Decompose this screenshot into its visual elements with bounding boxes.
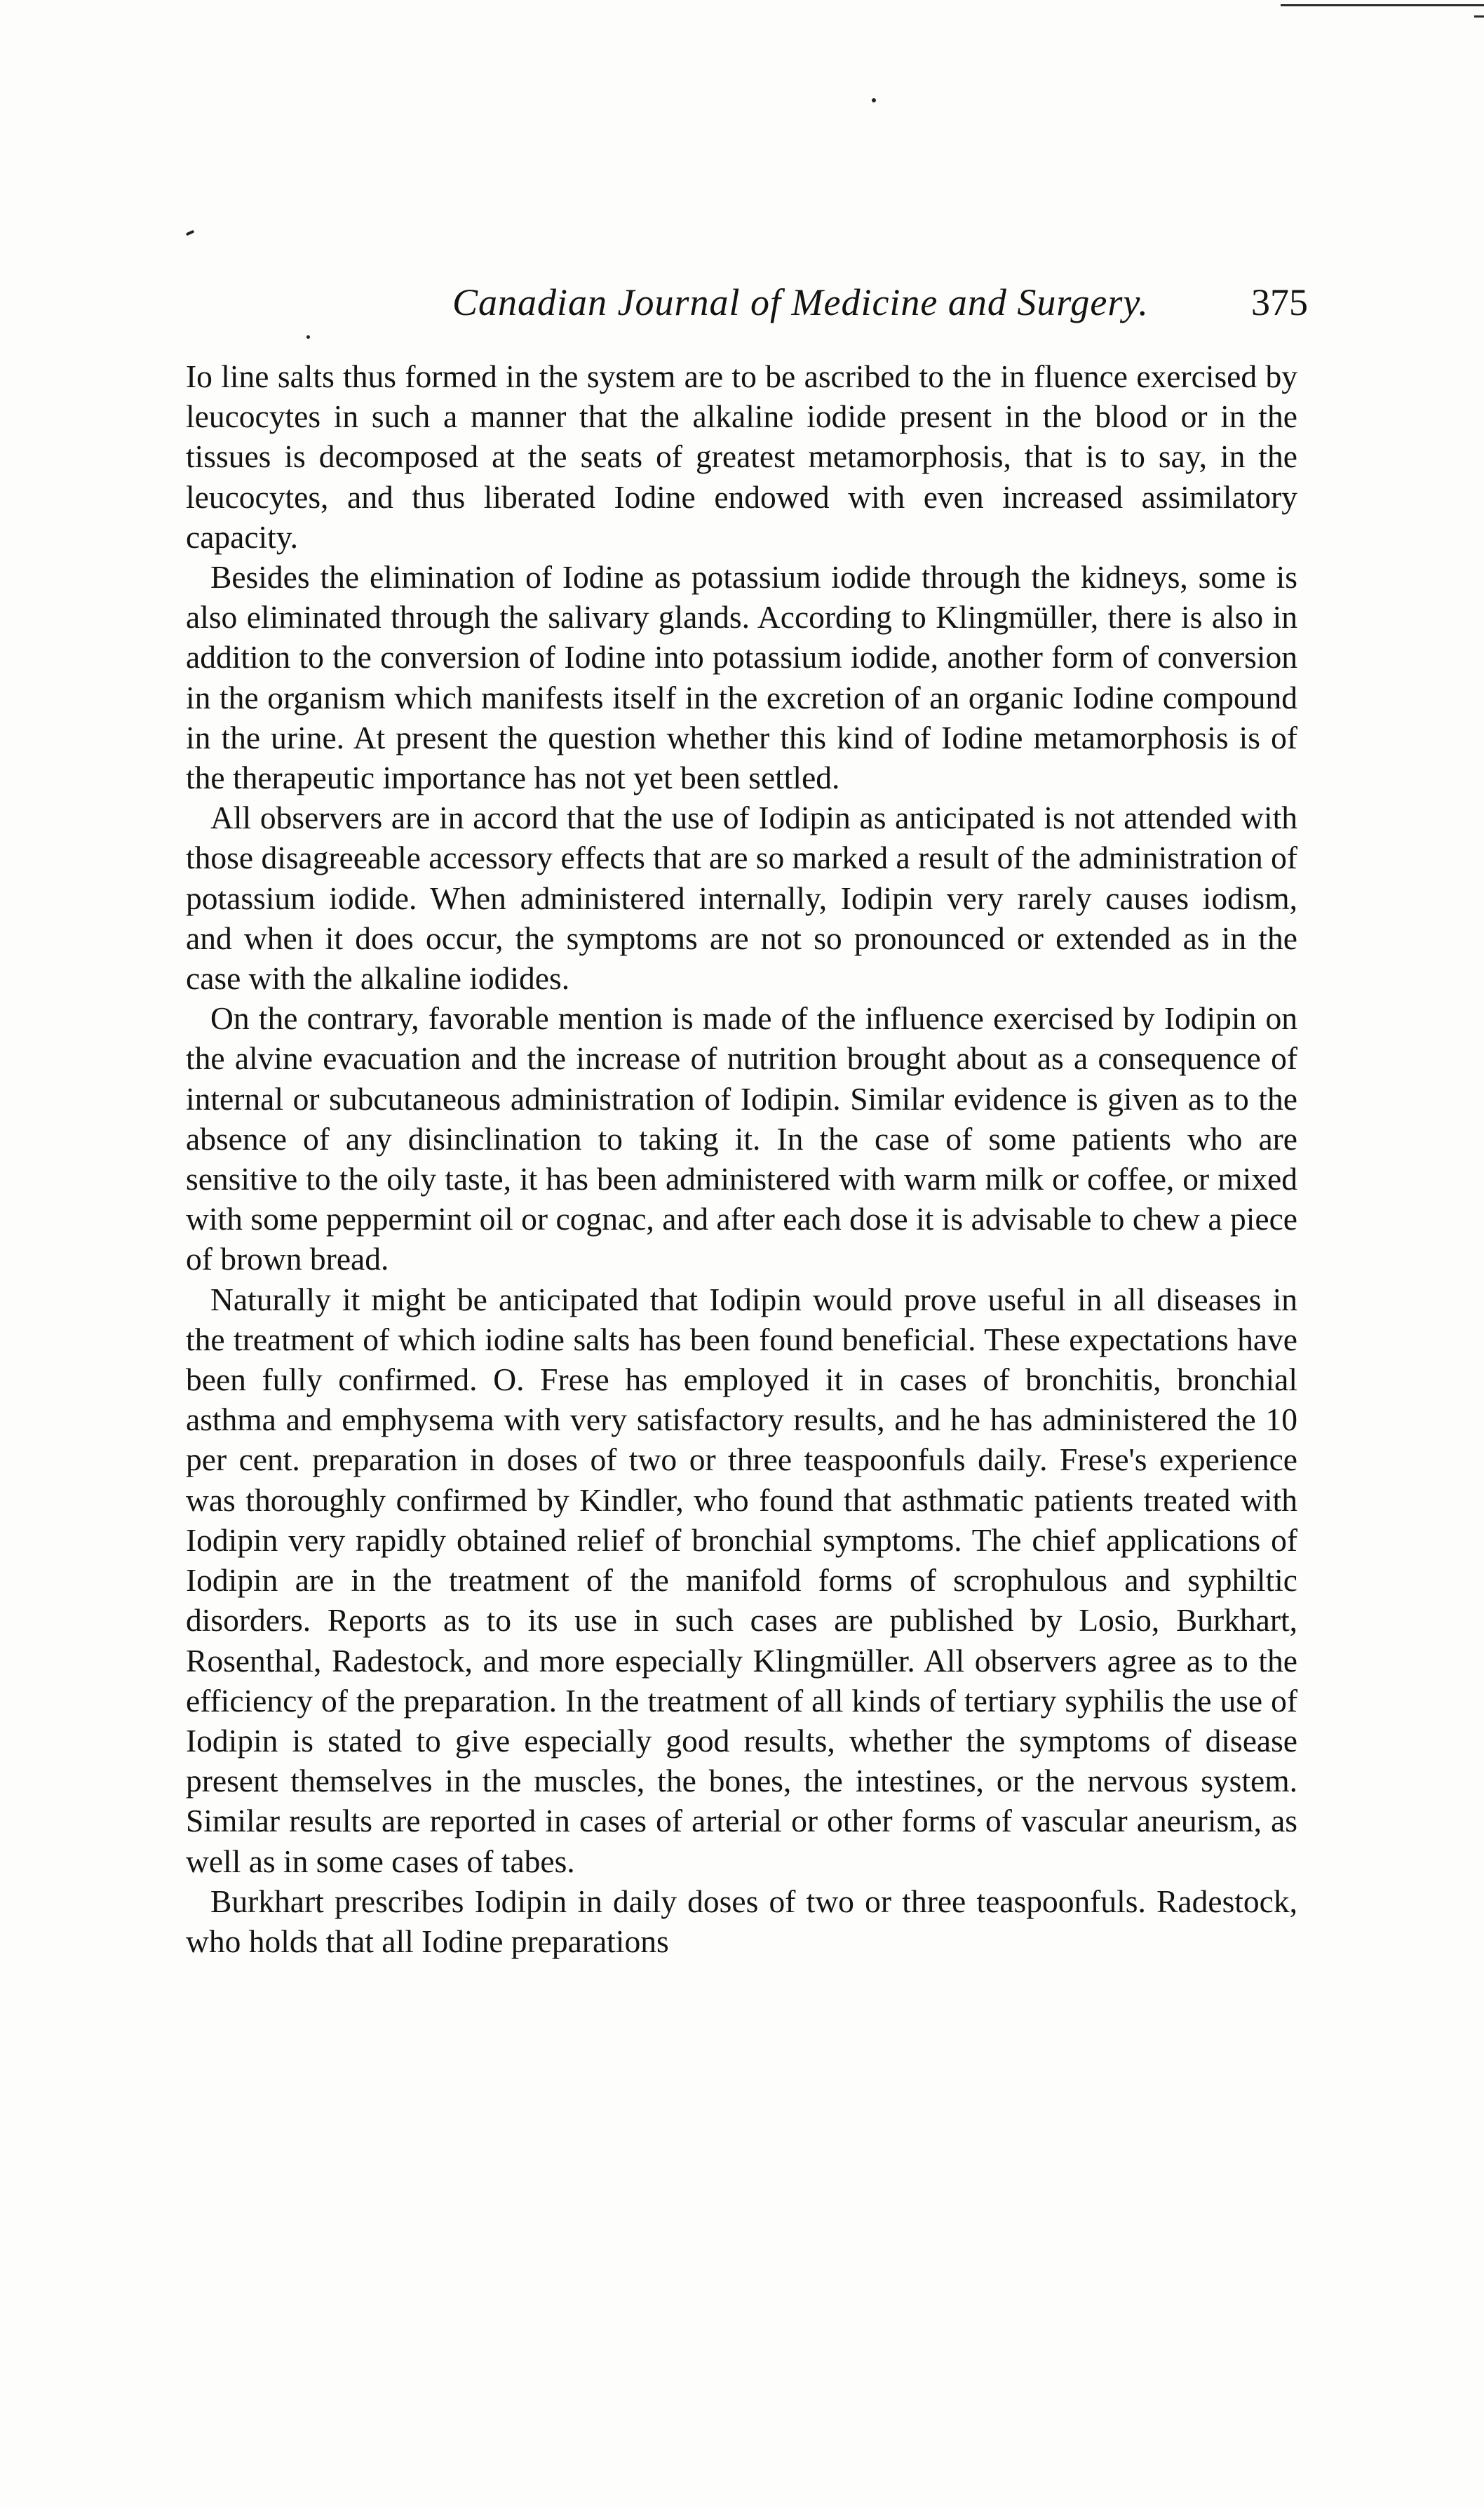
top-edge-tick [1474,15,1484,18]
paragraph: Burkhart prescribes Iodipin in daily doses of two or three teaspoonfuls. Radestock, who holds that all Iodine preparations [186,1883,1297,1959]
paragraph: Besides the elimination of Iodine as potassium iodide through the kidneys, some is also eliminated through the salivary glands. According to Klingmüller, there is also in addition to the conversion of Iodine into potassium iodide, another form of conversion in the organism which manifests itself in the excretion of an organic Iodine compound in the urine. At present the question whether this kind of Iodine metamorphosis is of the therapeutic importance has not yet been settled. [186,559,1297,796]
page-header [186,281,1308,337]
running-head: Canadian Journal of Medicine and Surgery. [452,281,1149,323]
paragraph: Naturally it might be anticipated that Iodipin would prove useful in all diseases in the treatment of which iodine salts has been found beneficial. These expectations have been fully confirmed. O. Frese has employed it in cases of bronchitis, bronchial asthma and emphysema with very satisfactory results, and he has administered the 10 per cent. preparation in doses of two or three teaspoonfuls daily. Frese's experience was thoroughly confirmed by Kindler, who found that asthmatic patients treated with Iodipin very rapidly obtained relief of bronchial symptoms. The chief applications of Iodipin are in the treatment of the manifold forms of scrophulous and syphiltic disorders. Reports as to its use in such cases are published by Losio, Burkhart, Rosenthal, Radestock, and more especially Klingmüller. All observers agree as to the efficiency of the preparation. In the treatment of all kinds of tertiary syphilis the use of Iodipin is stated to give especially good results, whether the symptoms of disease present themselves in the muscles, the bones, the intestines, or the nervous system. Similar results are reported in cases of arterial or other forms of vascular aneurism, as well as in some cases of tabes. [186,1281,1297,1879]
page-number: 375 [1251,281,1308,323]
top-edge-rule [1281,4,1484,6]
print-speck [872,98,876,102]
print-speck [186,230,195,236]
article-body [186,356,1297,1961]
paragraph: On the contrary, favorable mention is made of the influence exercised by Iodipin on the alvine evacuation and the increase of nutrition brought about as a consequence of internal or subcutaneous administration of Iodipin. Similar evidence is given as to the absence of any disinclination to taking it. In the case of some patients who are sensitive to the oily taste, it has been administered with warm milk or coffee, or mixed with some peppermint oil or cognac, and after each dose it is advisable to chew a piece of brown bread. [186,1000,1297,1277]
paragraph: Io line salts thus formed in the system are to be ascribed to the in fluence exercised by leucocytes in such a manner that the alkaline iodide present in the blood or in the tissues is decomposed at the seats of greatest metamorphosis, that is to say, in the leucocytes, and thus liberated Iodine endowed with even increased assimilatory capacity. [186,358,1297,555]
paragraph: All observers are in accord that the use of Iodipin as anticipated is not attended with those disagreeable accessory effects that are so marked a result of the administration of potassium iodide. When administered internally, Iodipin very rarely causes iodism, and when it does occur, the symptoms are not so pronounced or extended as in the case with the alkaline iodides. [186,800,1297,997]
